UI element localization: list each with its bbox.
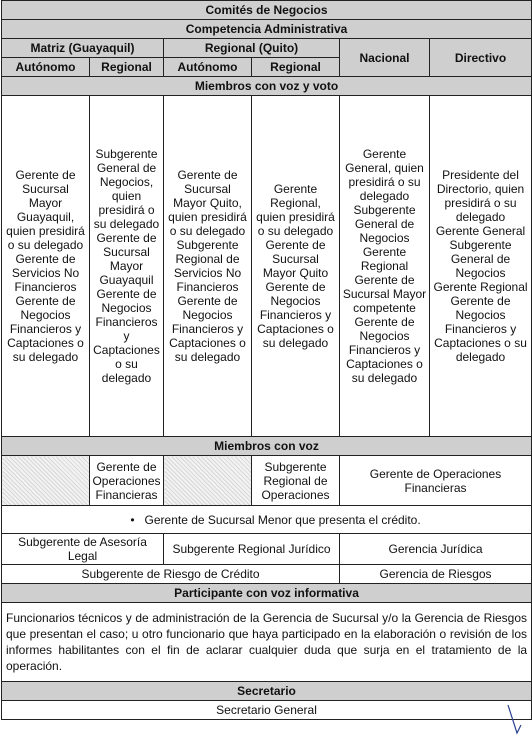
member: Gerente Regional, quien presidirá o su delegado xyxy=(256,182,335,238)
member: Gerente de Negocios Financieros y Captaciones o su delegado xyxy=(346,315,423,385)
committee-document xyxy=(1,0,531,739)
regional-matriz-header: Regional xyxy=(90,58,164,77)
pen-mark-icon xyxy=(505,703,523,737)
informativa-text: Funcionarios técnicos y de administración de la Gerencia de Sucursal y/o la Gerencia de Riesgos que presentan el caso; u otro funcionario que haya participado en la elaboración o revisión de los informes habilitantes con el fin de aclarar cualquier duda que surja en el tratamiento de la operación. xyxy=(2,603,532,682)
gerencia-juridica: Gerencia Jurídica xyxy=(340,534,532,565)
member: Gerente de Sucursal Mayor Quito xyxy=(262,238,329,280)
matriz-header: Matriz (Guayaquil) xyxy=(2,39,164,58)
directivo-header: Directivo xyxy=(430,39,532,77)
voz-voto-header: Miembros con voz y voto xyxy=(2,77,532,96)
voz-regional-matriz: Gerente de Operaciones Financieras xyxy=(90,456,164,506)
member: Gerente de Negocios Financieros y Captaciones o su delegado xyxy=(93,287,160,385)
member: Gerente Regional xyxy=(433,280,528,294)
informativa-header: Participante con voz informativa xyxy=(2,584,532,603)
bullet-text: Gerente de Sucursal Menor que presenta el crédito. xyxy=(144,512,421,527)
regional-group-header: Regional (Quito) xyxy=(164,39,340,58)
voz-voto-directivo xyxy=(430,96,532,437)
committee-table xyxy=(1,0,532,720)
voz-voto-autonomo-quito xyxy=(164,96,252,437)
gerencia-riesgos: Gerencia de Riesgos xyxy=(340,565,532,584)
table-title: Comités de Negocios xyxy=(2,1,532,20)
autonomo-quito-header: Autónomo xyxy=(164,58,252,77)
voz-voto-regional-quito xyxy=(252,96,340,437)
member: Gerente de Sucursal Mayor Quito, quien presidirá o su delegado xyxy=(168,168,247,238)
juridico-regional: Subgerente Regional Jurídico xyxy=(164,534,340,565)
member: Gerente de Sucursal Mayor Guayaquil, quien presidirá o su delegado xyxy=(6,168,85,252)
riesgo-credito: Subgerente de Riesgo de Crédito xyxy=(2,565,340,584)
member: Presidente del Directorio, quien presidirá o su delegado xyxy=(436,168,525,224)
secretario-general: Secretario General xyxy=(2,701,532,720)
secretario-header: Secretario xyxy=(2,682,532,701)
member: Gerente de Negocios Financieros y Captaciones o su delegado xyxy=(257,280,334,350)
member: Gerente de Negocios Financieros y Captaciones o su delegado xyxy=(7,294,84,364)
member: Gerente de Servicios No Financieros xyxy=(11,252,80,294)
voz-autonomo-matriz-empty xyxy=(2,456,90,506)
member: Subgerente General de Negocios xyxy=(353,203,416,245)
voz-autonomo-quito-empty xyxy=(164,456,252,506)
member: Subgerente General de Negocios xyxy=(449,238,512,280)
member: Gerente General, quien presidirá o su delegado xyxy=(345,147,424,203)
voz-header: Miembros con voz xyxy=(2,437,532,456)
bullet-icon: • xyxy=(130,512,145,527)
voz-voto-regional-matriz xyxy=(90,96,164,437)
competencia-header: Competencia Administrativa xyxy=(2,20,532,39)
member: Gerente Regional xyxy=(360,245,409,273)
nacional-header: Nacional xyxy=(340,39,430,77)
voz-bullet-row xyxy=(2,506,532,534)
asesoria-legal: Subgerente de Asesoría Legal xyxy=(2,534,164,565)
member: Gerente de Sucursal Mayor competente xyxy=(342,273,427,315)
regional-quito-header: Regional xyxy=(252,58,340,77)
voz-regional-quito: Subgerente Regional de Operaciones xyxy=(252,456,340,506)
member: Subgerente General de Negocios, quien presidirá o su delegado xyxy=(93,147,160,231)
voz-voto-nacional xyxy=(340,96,430,437)
member: Gerente de Negocios Financieros y Captaciones o su delegado xyxy=(434,294,527,364)
voz-nacional-directivo: Gerente de Operaciones Financieras xyxy=(340,456,532,506)
member: Gerente de Negocios Financieros y Captaciones o su delegado xyxy=(169,294,246,364)
member: Gerente de Sucursal Mayor Guayaquil xyxy=(96,231,157,287)
voz-voto-autonomo-matriz xyxy=(2,96,90,437)
autonomo-matriz-header: Autónomo xyxy=(2,58,90,77)
member: Gerente General xyxy=(435,224,526,238)
member: Subgerente Regional de Servicios No Financieros xyxy=(173,238,242,294)
